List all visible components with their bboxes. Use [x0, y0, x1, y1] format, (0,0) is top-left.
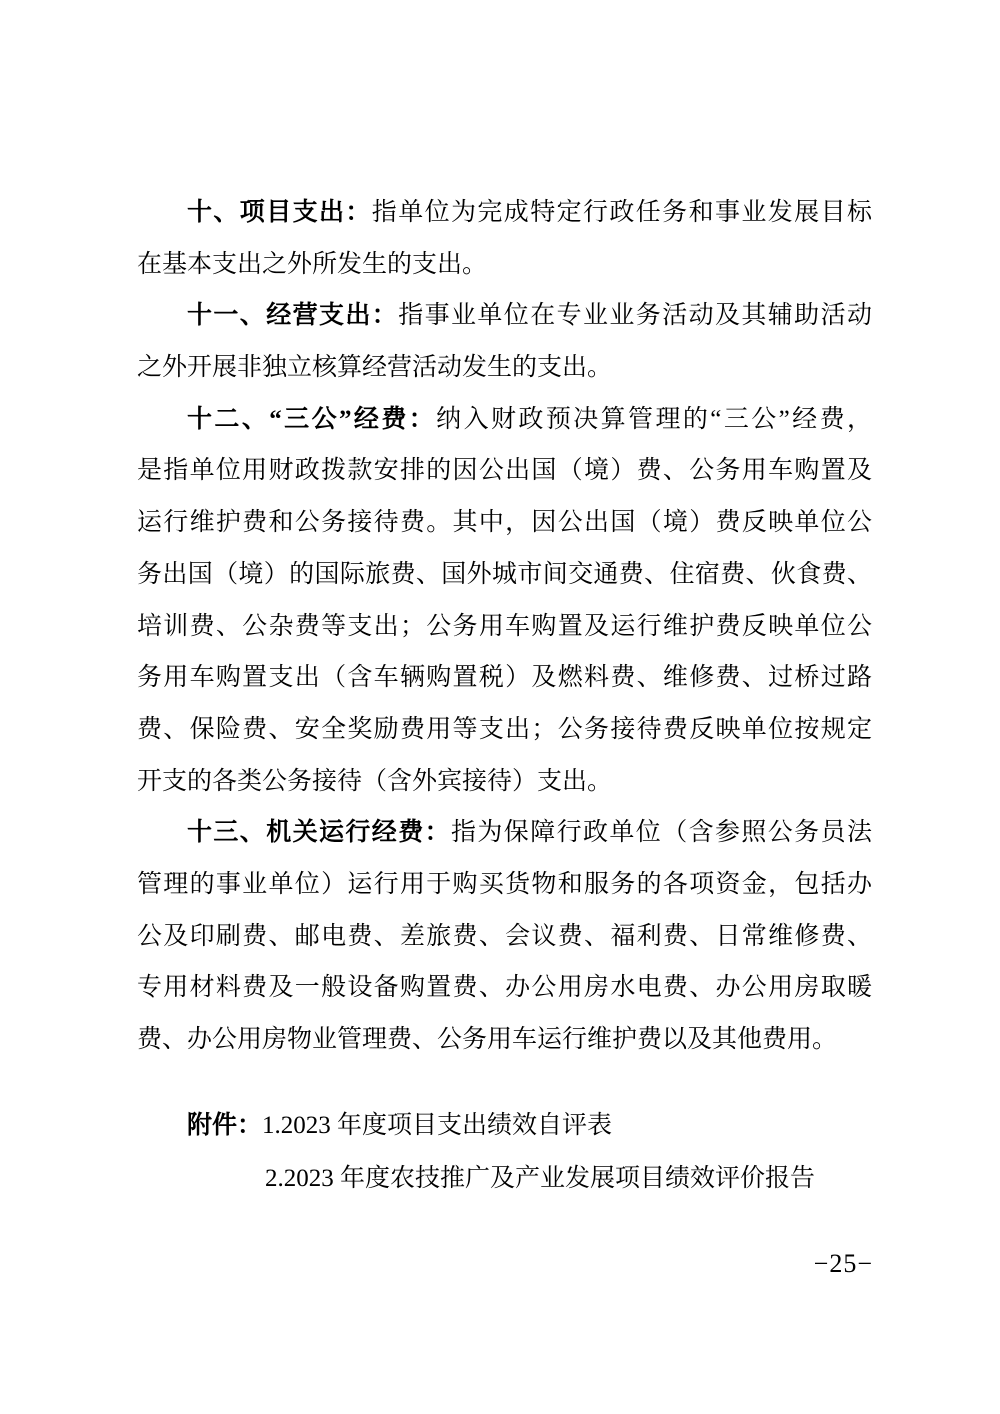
attachment-line-1	[137, 1099, 897, 1152]
paragraph-text: 务用车购置支出（含车辆购置税）及燃料费、维修费、过桥过路	[137, 664, 872, 692]
text-line	[137, 549, 872, 601]
text-line	[137, 497, 872, 549]
paragraph-heading: 十三、机关运行经费：	[187, 819, 451, 847]
paragraph-heading: 十二、“三公”经费：	[187, 405, 437, 433]
paragraph-text: 开支的各类公务接待（含外宾接待）支出。	[137, 767, 613, 795]
text-line	[137, 342, 872, 394]
attachment-line-2	[137, 1152, 897, 1205]
paragraph-heading: 十一、经营支出：	[187, 302, 399, 330]
attachment-label: 附件：	[187, 1112, 263, 1139]
text-line	[137, 911, 872, 963]
text-line	[137, 704, 872, 756]
paragraph-text: 费、保险费、安全奖励费用等支出；公务接待费反映单位按规定	[137, 715, 872, 743]
text-line	[137, 1014, 872, 1066]
text-line	[137, 859, 872, 911]
attachment-item-2: 2.2023 年度农技推广及产业发展项目绩效评价报告	[265, 1165, 816, 1192]
attachment-section	[137, 1099, 897, 1205]
text-line	[137, 756, 872, 808]
paragraph-text: 在基本支出之外所发生的支出。	[137, 250, 488, 278]
text-line	[137, 807, 872, 859]
paragraph-text: 指事业单位在专业业务活动及其辅助活动	[398, 302, 872, 330]
attachment-item-1: 1.2023 年度项目支出绩效自评表	[262, 1112, 613, 1139]
page-number: −25−	[813, 1249, 873, 1278]
text-line	[137, 652, 872, 704]
document-body	[137, 187, 872, 1066]
paragraph-text: 是指单位用财政拨款安排的因公出国（境）费、公务用车购置及	[137, 457, 872, 485]
text-line	[137, 290, 872, 342]
paragraph-heading: 十、项目支出：	[187, 199, 372, 226]
paragraph-text: 务出国（境）的国际旅费、国外城市间交通费、住宿费、伙食费、	[137, 560, 872, 588]
paragraph-text: 公及印刷费、邮电费、差旅费、会议费、福利费、日常维修费、	[137, 922, 872, 950]
paragraph-text: 管理的事业单位）运行用于购买货物和服务的各项资金，包括办	[137, 870, 872, 898]
text-line	[137, 394, 872, 446]
paragraph-text: 指为保障行政单位（含参照公务员法	[451, 819, 872, 847]
text-line	[137, 239, 872, 291]
paragraph-text: 费、办公用房物业管理费、公务用车运行维护费以及其他费用。	[137, 1026, 838, 1053]
paragraph-text: 运行维护费和公务接待费。其中，因公出国（境）费反映单位公	[137, 509, 872, 537]
text-line	[137, 962, 872, 1014]
paragraph-text: 指单位为完成特定行政任务和事业发展目标	[371, 199, 872, 226]
paragraph-text: 之外开展非独立核算经营活动发生的支出。	[137, 354, 613, 382]
text-line	[137, 445, 872, 497]
paragraph-text: 纳入财政预决算管理的“三公”经费，	[436, 405, 872, 433]
text-line	[137, 601, 872, 653]
paragraph-text: 专用材料费及一般设备购置费、办公用房水电费、办公用房取暖	[137, 974, 872, 1002]
text-line	[137, 187, 872, 239]
paragraph-text: 培训费、公杂费等支出；公务用车购置及运行维护费反映单位公	[137, 612, 872, 640]
